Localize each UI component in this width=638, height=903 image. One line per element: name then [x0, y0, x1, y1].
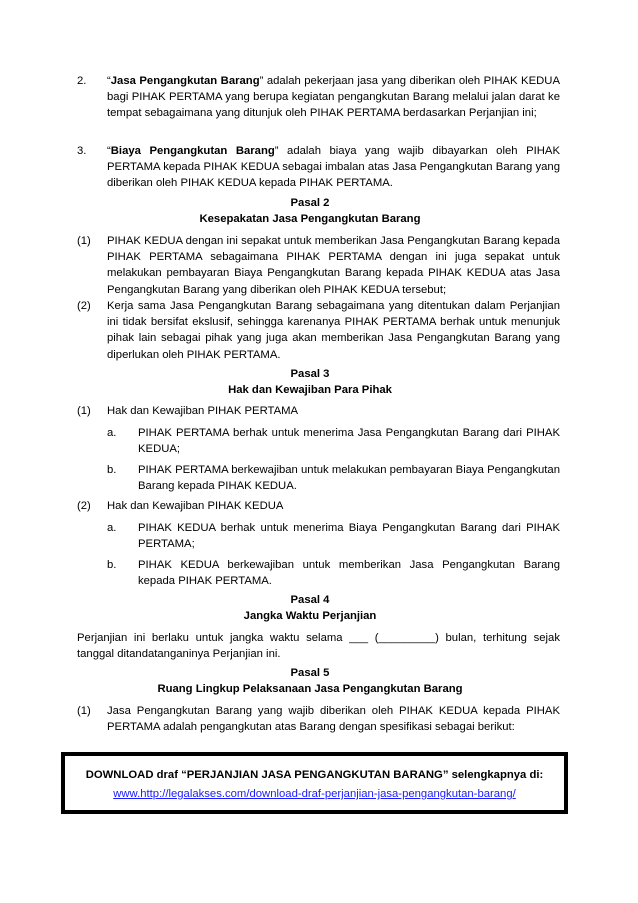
pasal-2-title: Pasal 2	[290, 197, 330, 209]
download-link[interactable]: www.http://legalakses.com/download-draf-perjanjian-jasa-pengangkutan-barang/	[113, 788, 516, 800]
sub-item-letter: b.	[107, 559, 117, 571]
pasal-3-title: Pasal 3	[290, 368, 330, 380]
pasal-4-subtitle: Jangka Waktu Perjanjian	[243, 610, 377, 622]
clause-number: (2)	[77, 300, 91, 312]
sub-item-letter: b.	[107, 464, 117, 476]
pasal-2-clause-2: Kerja sama Jasa Pengangkutan Barang sebagaimana yang ditentukan dalam Perjanjian ini tidak bersifat ekslusif, sehingga karenanya PIHAK PERTAMA berhak untuk menunjuk pihak lain sebagai pihak yang juga akan memberikan Jasa Pengangkutan Barang yang diperlukan oleh PIHAK PERTAMA.	[107, 300, 560, 361]
pasal-4-title: Pasal 4	[290, 594, 330, 606]
download-banner-inner	[64, 755, 565, 811]
pasal-3-clause-1a: PIHAK PERTAMA berhak untuk menerima Jasa Pengangkutan Barang dari PIHAK KEDUA;	[138, 427, 560, 456]
definition-jasa-pengangkutan: “Jasa Pengangkutan Barang” adalah pekerjaan jasa yang diberikan oleh PIHAK KEDUA bagi PIHAK PERTAMA yang berupa kegiatan pengangkutan Barang melalui jalan darat ke tempat sebagaimana yang ditunjuk oleh PIHAK PERTAMA berdasarkan Perjanjian ini;	[107, 75, 560, 120]
download-title: DOWNLOAD draf “PERJANJIAN JASA PENGANGKUTAN BARANG” selengkapnya di:	[85, 769, 544, 781]
defined-term: Biaya Pengangkutan Barang	[110, 145, 275, 157]
pasal-5-subtitle: Ruang Lingkup Pelaksanaan Jasa Pengangkutan Barang	[157, 683, 463, 695]
clause-number: (2)	[77, 500, 91, 512]
item-number: 2.	[77, 75, 87, 87]
pasal-3-subtitle: Hak dan Kewajiban Para Pihak	[228, 384, 392, 396]
definition-biaya-pengangkutan: “Biaya Pengangkutan Barang” adalah biaya yang wajib dibayarkan oleh PIHAK PERTAMA kepada PIHAK KEDUA sebagai imbalan atas Jasa Pengangkutan Barang yang diberikan oleh PIHAK KEDUA kepada PIHAK PERTAMA.	[107, 145, 560, 190]
pasal-4-body: Perjanjian ini berlaku untuk jangka waktu selama ___ (_________) bulan, terhitung sejak tanggal ditandatanganinya Perjanjian ini.	[77, 632, 560, 661]
pasal-5-title: Pasal 5	[290, 667, 330, 679]
sub-item-letter: a.	[107, 427, 117, 439]
sub-item-letter: a.	[107, 522, 117, 534]
download-banner	[61, 752, 568, 814]
clause-number: (1)	[77, 705, 91, 717]
pasal-5-clause-1: Jasa Pengangkutan Barang yang wajib diberikan oleh PIHAK KEDUA kepada PIHAK PERTAMA adalah pengangkutan atas Barang dengan spesifikasi sebagai berikut:	[107, 705, 560, 734]
pasal-2-clause-1: PIHAK KEDUA dengan ini sepakat untuk memberikan Jasa Pengangkutan Barang kepada PIHAK PERTAMA sebagaimana PIHAK PERTAMA dengan ini juga sepakat untuk melakukan pembayaran Biaya Pengangkutan Barang kepada PIHAK KEDUA atas Jasa Pengangkutan Barang yang diberikan oleh PIHAK KEDUA tersebut;	[107, 235, 560, 296]
clause-number: (1)	[77, 235, 91, 247]
pasal-3-clause-1: Hak dan Kewajiban PIHAK PERTAMA	[107, 405, 299, 417]
clause-number: (1)	[77, 405, 91, 417]
pasal-3-clause-2: Hak dan Kewajiban PIHAK KEDUA	[107, 500, 284, 512]
pasal-3-clause-2b: PIHAK KEDUA berkewajiban untuk memberikan Jasa Pengangkutan Barang kepada PIHAK PERTAMA.	[138, 559, 560, 588]
pasal-3-clause-2a: PIHAK KEDUA berhak untuk menerima Biaya Pengangkutan Barang dari PIHAK PERTAMA;	[138, 522, 560, 551]
item-number: 3.	[77, 145, 87, 157]
pasal-2-subtitle: Kesepakatan Jasa Pengangkutan Barang	[199, 213, 421, 225]
defined-term: Jasa Pengangkutan Barang	[110, 75, 260, 87]
pasal-3-clause-1b: PIHAK PERTAMA berkewajiban untuk melakukan pembayaran Biaya Pengangkutan Barang kepada PIHAK KEDUA.	[138, 464, 560, 493]
